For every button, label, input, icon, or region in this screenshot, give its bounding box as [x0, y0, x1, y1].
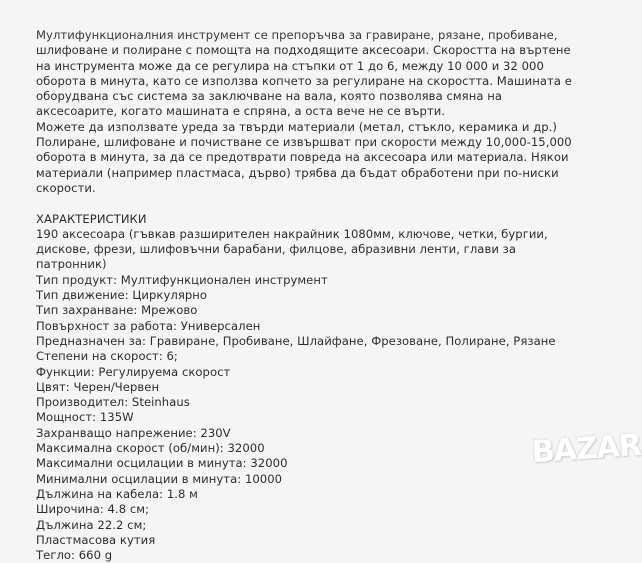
spec-color: Цвят: Черен/Червен — [36, 379, 160, 394]
description-line: Можете да използвате уреда за твърди материали (метал, стъкло, керамика и др.) — [36, 119, 557, 134]
description-line: материали (например пластмаса, дърво) трябва да бъдат обработени при по-ниски — [36, 165, 559, 180]
spec-power-type: Тип захранване: Мрежово — [36, 303, 198, 318]
bazar-watermark-logo: BAZAR — [530, 427, 642, 471]
spec-cable-length: Дължина на кабела: 1.8 м — [36, 486, 198, 501]
description-content — [36, 28, 642, 563]
spec-line: дискове, фрези, шлифовъчни барабани, филцове, абразивни ленти, глави за — [36, 242, 517, 257]
description-line: скорости. — [36, 180, 96, 195]
description-line: Полиране, шлифоване и почистване се извършват при скорости между 10,000-15,000 — [36, 135, 572, 150]
spec-voltage: Захранващо напрежение: 230V — [36, 425, 231, 440]
spec-motion-type: Тип движение: Циркулярно — [36, 288, 208, 303]
spec-max-speed: Максимална скорост (об/мин): 32000 — [36, 441, 265, 456]
characteristics-heading: ХАРАКТЕРИСТИКИ — [36, 211, 147, 226]
spec-power: Мощност: 135W — [36, 410, 134, 425]
section-spacer — [36, 196, 636, 211]
description-line: Мултифункционалния инструмент се препоръчва за гравиране, рязане, пробиване, — [36, 28, 558, 42]
description-line: аксесоарите, когато машината е спряна, а оста вече не се върти. — [36, 104, 446, 119]
spec-intended-for: Предназначен за: Гравиране, Пробиване, Шлайфане, Фрезоване, Полиране, Рязане — [36, 333, 556, 348]
description-line: оборудвана със система за заключване на вала, която позволява смяна на — [36, 89, 503, 104]
spec-manufacturer: Производител: Steinhaus — [36, 395, 190, 410]
spec-length: Дължина 22.2 см; — [36, 517, 147, 532]
spec-line: патронник) — [36, 257, 107, 272]
description-line: оборота в минута, като се използва копчето за регулиране на скоростта. Машината е — [36, 73, 572, 88]
description-line: на инструмента може да се регулира на стъпки от 1 до 6, между 10 000 и 32 000 — [36, 58, 544, 73]
spec-case: Пластмасова кутия — [36, 532, 156, 547]
spec-min-oscillations: Минимални осцилации в минута: 10000 — [36, 471, 283, 486]
spec-line: 190 аксесоара (гъвкав разширителен накрайник 1080мм, ключове, четки, бургии, — [36, 226, 548, 241]
spec-max-oscillations: Максимални осцилации в минута: 32000 — [36, 456, 288, 471]
spec-functions: Функции: Регулируема скорост — [36, 364, 231, 379]
description-line: оборота в минута, за да се предотврати повреда на аксесоара или материала. Някои — [36, 150, 569, 165]
spec-width: Широчина: 4.8 см; — [36, 502, 150, 517]
description-line: шлифоване и полиране с помощта на подходящите аксесоари. Скоростта на въртене — [36, 43, 571, 58]
spec-speed-levels: Степени на скорост: 6; — [36, 349, 178, 364]
spec-work-surface: Повърхност за работа: Универсален — [36, 318, 261, 333]
spec-product-type: Тип продукт: Мултифункционален инструмент — [36, 272, 328, 287]
spec-weight: Тегло: 660 g — [36, 548, 113, 563]
